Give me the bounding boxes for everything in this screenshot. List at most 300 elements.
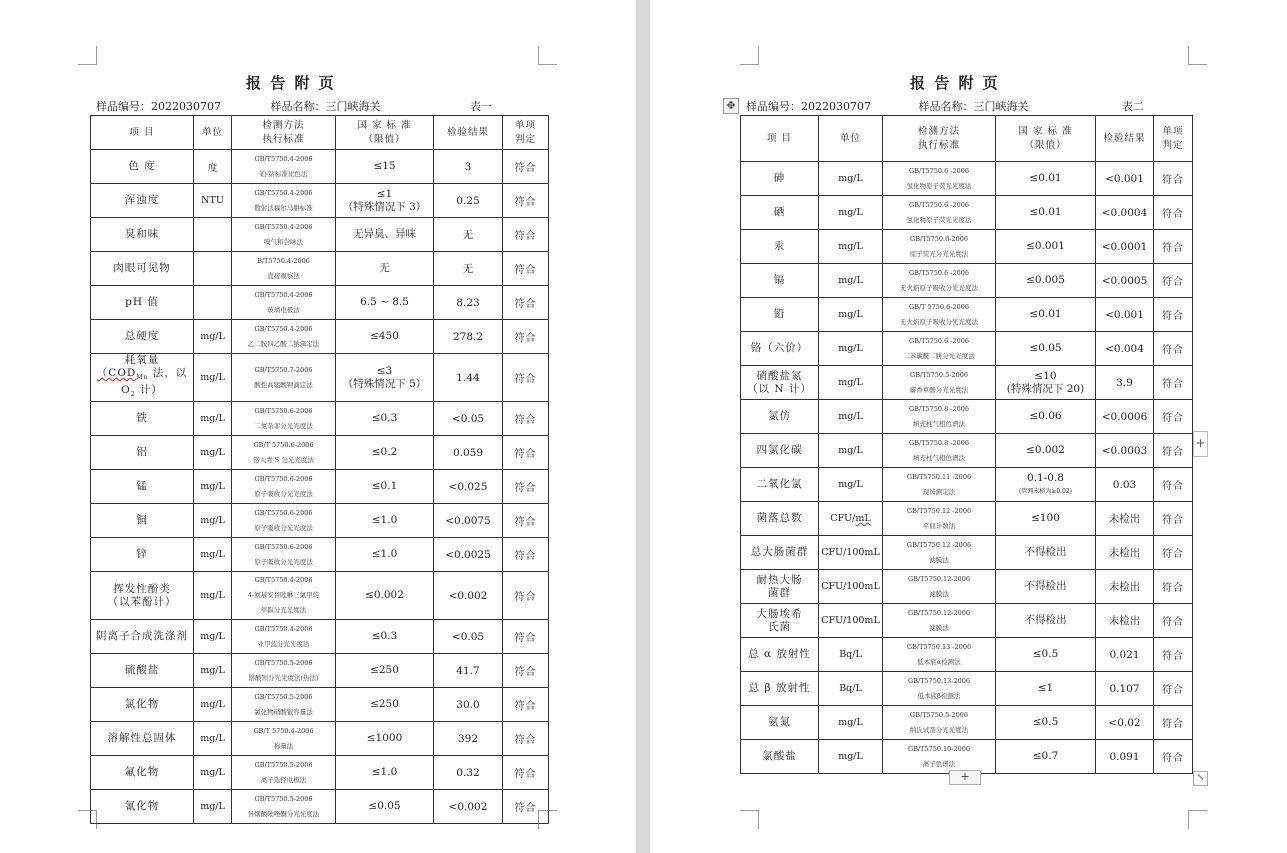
unit-cell: mg/L [194, 504, 232, 538]
judgement-cell: 符合 [503, 470, 549, 504]
method-cell [232, 218, 336, 252]
unit-cell: mg/L [194, 722, 232, 756]
result-cell: 30.0 [434, 688, 503, 722]
header-method: 检测方法 执行标准 [883, 116, 996, 162]
result-cell: 未检出 [1096, 604, 1154, 638]
item-name: 铁 [136, 412, 148, 425]
method-cell [232, 572, 336, 620]
item-name: 铅 [773, 308, 786, 320]
method-name: 氯化物硝酸银容量法 [254, 707, 313, 716]
judgement-cell: 符合 [503, 722, 549, 756]
item-name: 大肠埃希 [756, 607, 803, 620]
result-cell: <0.0025 [434, 538, 503, 572]
table-row [91, 470, 549, 504]
result-cell: 0.021 [1096, 638, 1154, 672]
result-cell: 278.2 [434, 320, 503, 354]
result-cell: 0.107 [1096, 672, 1154, 706]
result-cell: <0.0001 [1096, 230, 1154, 264]
method-name: 麝香草酚分光光度法 [909, 385, 969, 394]
table-row [91, 320, 549, 354]
method-cell [883, 468, 996, 502]
item-name-cell [741, 434, 819, 468]
method-standard: GB/T5750.11 -2006 [906, 472, 972, 481]
standard-cell [336, 470, 434, 504]
method-name: 离子选择电极法 [260, 775, 307, 784]
method-name: 二苯碳酰二肼分光光度法 [903, 351, 975, 360]
report-title: 报 告 附 页 [910, 74, 1000, 92]
unit-cell: Bq/L [819, 638, 883, 672]
method-standard: GB/T5750.4-2006 [254, 624, 313, 633]
item-name: 铝 [136, 446, 148, 459]
item-name: 溶解性总固体 [107, 732, 177, 745]
item-name-cell [91, 470, 194, 504]
method-name: 原子吸收分光光度法 [254, 557, 313, 566]
sample-no-label: 样品编号： [96, 100, 151, 113]
standard-limit: 6.5 ~ 8.5 [360, 296, 409, 308]
item-name: 耐热大肠 [756, 573, 803, 586]
item-name-cell [741, 298, 819, 332]
table-row [741, 400, 1193, 434]
table-row [91, 688, 549, 722]
result-cell: 3 [434, 150, 503, 184]
item-name: 臭和味 [124, 228, 160, 240]
standard-cell [336, 184, 434, 218]
item-name-cell [741, 706, 819, 740]
table-row [91, 654, 549, 688]
unit-cell: mg/L [819, 230, 883, 264]
method-standard: GB/T5750.8 -2006 [908, 438, 970, 447]
standard-limit: ≤0.3 [371, 630, 398, 643]
method-cell [883, 604, 996, 638]
result-cell: 3.9 [1096, 366, 1154, 400]
table-row [741, 672, 1193, 706]
table-row [91, 402, 549, 436]
table-row [741, 740, 1193, 774]
sample-no: 2022030707 [151, 100, 221, 113]
item-name-cell [741, 570, 819, 604]
method-standard: GB/T5750.5-2006 [254, 692, 313, 701]
judgement-cell: 符合 [1154, 706, 1193, 740]
judgement-cell: 符合 [503, 402, 549, 436]
result-cell: 未检出 [1096, 536, 1154, 570]
item-name-cell [91, 504, 194, 538]
unit-cell: mg/L [194, 320, 232, 354]
item-name-cell [91, 722, 194, 756]
standard-cell [996, 434, 1096, 468]
item-name-cell [91, 620, 194, 654]
method-standard: GB/T5750.6-2006 [254, 406, 313, 415]
item-name-line2: （以苯酚计） [107, 595, 177, 608]
standard-cell [996, 230, 1096, 264]
table-row [741, 604, 1193, 638]
judgement-cell: 符合 [1154, 740, 1193, 774]
standard-cell [336, 504, 434, 538]
item-name: 氯仿 [768, 410, 791, 422]
item-name: 铜 [136, 514, 148, 527]
method-standard: GB/T5750.6 -2006 [908, 166, 970, 175]
standard-limit: 不得检出 [1024, 546, 1067, 558]
unit-cell: mg/L [819, 196, 883, 230]
table-row [741, 570, 1193, 604]
result-cell: <0.001 [1096, 162, 1154, 196]
unit-cell: CFU/mL [819, 502, 883, 536]
result-cell: 无 [434, 218, 503, 252]
judgement-cell: 符合 [1154, 672, 1193, 706]
method-cell [883, 536, 996, 570]
method-cell [883, 298, 996, 332]
method-standard: GB/T5750.4-2006 [254, 290, 313, 299]
item-name: 氟化物 [124, 766, 160, 779]
unit-cell: 度 [194, 150, 232, 184]
standard-cell [336, 790, 434, 824]
unit-cell: Bq/L [819, 672, 883, 706]
table-row [741, 706, 1193, 740]
method-cell [232, 504, 336, 538]
standard-cell [336, 572, 434, 620]
item-name-cell [741, 604, 819, 638]
header-standard: 国 家 标 准 （限值） [336, 116, 434, 150]
result-cell: <0.05 [434, 402, 503, 436]
table-move-handle[interactable]: ✥ [723, 98, 739, 114]
judgement-cell: 符合 [503, 756, 549, 790]
method-standard: GB/T 5750.6-2006 [908, 302, 970, 311]
table-header [741, 116, 1193, 162]
table-row [91, 572, 549, 620]
method-standard: GB/T5750.13-2006 [907, 676, 971, 685]
method-name: 滤膜法 [929, 589, 949, 598]
result-cell: <0.025 [434, 470, 503, 504]
unit-cell: mg/L [194, 572, 232, 620]
judgement-cell: 符合 [1154, 162, 1193, 196]
standard-limit: ≤450 [370, 330, 399, 342]
item-name-cell [91, 218, 194, 252]
item-name: 氨氮 [768, 716, 791, 728]
item-name: 汞 [773, 240, 786, 252]
standard-cell [996, 570, 1096, 604]
standard-note: (特殊情况下 20) [1006, 382, 1085, 395]
method-standard: GB/T5750.4-2006 [254, 188, 313, 197]
table-row [741, 298, 1193, 332]
method-name: 滤膜法 [929, 555, 949, 564]
method-cell [883, 502, 996, 536]
standard-cell [996, 502, 1096, 536]
item-name: pH 值 [125, 296, 159, 308]
item-name: 肉眼可见物 [113, 262, 171, 274]
method-name: 铂-钴标准比色法 [259, 169, 308, 178]
standard-limit: ≤1 [1037, 682, 1054, 694]
item-name: 四氯化碳 [756, 444, 803, 456]
item-name: 氯化物 [124, 698, 160, 711]
method-name: 平皿计数法 [922, 521, 956, 530]
result-cell: 0.059 [434, 436, 503, 470]
judgement-cell: 符合 [1154, 298, 1193, 332]
result-cell: <0.0004 [1096, 196, 1154, 230]
method-standard: GB/T5750.6-2006 [910, 234, 968, 243]
item-name-cell [91, 320, 194, 354]
standard-limit: ≤10 [1034, 369, 1057, 382]
sample-name: 三门峡海关 [325, 100, 381, 113]
method-cell [883, 672, 996, 706]
judgement-cell: 符合 [503, 354, 549, 402]
item-name: 铬（六价） [750, 342, 809, 354]
table-row [741, 434, 1193, 468]
standard-limit: 无异臭、异味 [353, 228, 416, 240]
table-row [91, 620, 549, 654]
table-header [91, 116, 549, 150]
item-name-cell [741, 162, 819, 196]
header-result: 检验结果 [434, 116, 503, 150]
table-resize-handle[interactable]: ⤡ [1193, 771, 1208, 786]
item-name-cell [91, 436, 194, 470]
item-name-cell [91, 252, 194, 286]
item-name-cell [741, 366, 819, 400]
standard-limit: ≤0.002 [365, 589, 404, 602]
standard-note: （特殊情况下 5） [342, 377, 427, 390]
standard-limit: ≤1.0 [371, 766, 398, 779]
margin-mark [740, 810, 759, 829]
method-name: 铬酸钡分光光度法(热法) [248, 673, 319, 682]
standard-limit: ≤0.2 [371, 446, 398, 459]
unit-cell: mg/L [819, 468, 883, 502]
table-row [91, 150, 549, 184]
result-cell: <0.0075 [434, 504, 503, 538]
table-row [741, 502, 1193, 536]
unit-cell: mg/L [194, 790, 232, 824]
standard-limit: ≤0.1 [371, 480, 398, 493]
standard-limit: ≤100 [1031, 512, 1060, 524]
method-name: 直接观察法 [267, 271, 300, 280]
method-name: 现场测定法 [922, 487, 956, 496]
table-row [741, 366, 1193, 400]
method-standard: GB/T5750.12 -2006 [906, 540, 972, 549]
method-name: 低本底α检测法 [917, 657, 961, 666]
result-cell: <0.0006 [1096, 400, 1154, 434]
table-row [91, 538, 549, 572]
page-right [650, 0, 1287, 853]
method-cell [883, 434, 996, 468]
standard-limit: ≤0.7 [1032, 750, 1059, 762]
result-cell: 未检出 [1096, 570, 1154, 604]
method-standard: GB/T5750.10-2006 [907, 744, 971, 753]
result-cell: <0.001 [1096, 298, 1154, 332]
standard-cell [996, 298, 1096, 332]
method-standard: GB/T5750.7-2006 [254, 365, 313, 374]
judgement-cell: 符合 [503, 538, 549, 572]
item-name-cell [741, 230, 819, 264]
header-unit: 单位 [819, 116, 883, 162]
unit-cell [194, 286, 232, 320]
method-cell [883, 366, 996, 400]
table-row [741, 230, 1193, 264]
judgement-cell: 符合 [503, 218, 549, 252]
result-cell: 0.091 [1096, 740, 1154, 774]
judgement-cell: 符合 [503, 688, 549, 722]
method-standard: GB/T5750.4-2006 [254, 154, 313, 163]
item-name-cell [741, 196, 819, 230]
table-row [741, 332, 1193, 366]
cod-note: （$COD_{Mn}$ 法，以 $O_2$ 计） [96, 367, 188, 399]
method-standard: GB/T5750.6-2006 [254, 542, 313, 551]
method-name: 嗅气和尝味法 [264, 237, 303, 246]
margin-mark [538, 46, 557, 65]
item-name-cell [91, 538, 194, 572]
judgement-cell: 符合 [503, 252, 549, 286]
report-table-2 [740, 115, 1193, 774]
result-cell: 392 [434, 722, 503, 756]
margin-mark [1188, 46, 1207, 65]
item-name: 硒 [773, 206, 786, 218]
report-title: 报 告 附 页 [246, 74, 336, 92]
standard-cell [996, 740, 1096, 774]
item-name-cell [741, 468, 819, 502]
item-name-line2: 氏菌 [768, 620, 791, 633]
margin-mark [78, 46, 97, 65]
result-cell: 未检出 [1096, 502, 1154, 536]
judgement-cell: 符合 [1154, 400, 1193, 434]
add-row-button[interactable]: + [949, 770, 981, 785]
judgement-cell: 符合 [503, 286, 549, 320]
item-name-line2: （以 N 计） [747, 382, 812, 395]
method-standard: GB/T5750.5-2006 [254, 760, 313, 769]
standard-limit: ≤0.002 [1026, 444, 1065, 456]
item-name: 硫酸盐 [124, 664, 160, 677]
method-cell [232, 688, 336, 722]
unit-cell: mg/L [819, 434, 883, 468]
method-name: 纳氏试剂分光光度法 [909, 725, 969, 734]
method-standard: GB/T 5750.4-2006 [253, 726, 314, 735]
method-standard: GB/T5750.12-2006 [907, 574, 971, 583]
standard-cell [336, 688, 434, 722]
page-left [0, 0, 636, 853]
method-name: 二氮杂菲分光光度法 [254, 421, 313, 430]
judgement-cell: 符合 [1154, 264, 1193, 298]
standard-limit: ≤0.5 [1032, 648, 1059, 660]
judgement-cell: 符合 [1154, 604, 1193, 638]
standard-cell [996, 468, 1096, 502]
item-name: 氰化物 [124, 800, 160, 813]
result-cell: 0.25 [434, 184, 503, 218]
method-name: 铬天青 S 分光光度法 [253, 455, 314, 464]
unit-cell: CFU/100mL [819, 536, 883, 570]
method-standard: GB/T5750.4-2006 [254, 576, 313, 585]
item-name-cell [91, 150, 194, 184]
method-standard: GB/T5750.5-2006 [910, 370, 968, 379]
header-judge: 单项 判定 [1154, 116, 1193, 162]
method-cell [232, 654, 336, 688]
result-cell: <0.0005 [1096, 264, 1154, 298]
method-standard: GB/T5750.6-2006 [254, 474, 313, 483]
header-unit: 单位 [194, 116, 232, 150]
result-cell: 8.23 [434, 286, 503, 320]
unit-cell: mg/L [819, 162, 883, 196]
standard-limit: ≤250 [370, 698, 399, 711]
standard-limit: ≤0.001 [1026, 240, 1065, 252]
header-judge: 单项 判定 [503, 116, 549, 150]
method-standard: GB/T5750.6-2006 [254, 508, 313, 517]
standard-cell [336, 436, 434, 470]
unit-cell: mg/L [819, 740, 883, 774]
judgement-cell: 符合 [503, 320, 549, 354]
unit-cell: mg/L [194, 688, 232, 722]
item-name: 镉 [773, 274, 786, 286]
method-name: 4-氨基安替吡啉三氯甲烷 [247, 591, 320, 600]
unit-cell: mg/L [819, 400, 883, 434]
standard-note: (管网末梢为≥0.02) [1018, 487, 1073, 495]
method-standard: GB/T5750.6 -2006 [908, 336, 970, 345]
table-row [741, 162, 1193, 196]
standard-cell [336, 320, 434, 354]
method-standard: GB/T5750.5-2006 [254, 658, 313, 667]
method-name: 低本底β检测法 [917, 691, 961, 700]
method-cell [883, 570, 996, 604]
item-name-cell [741, 536, 819, 570]
unit-cell: mg/L [194, 402, 232, 436]
standard-cell [336, 538, 434, 572]
item-name-cell [741, 400, 819, 434]
sample-info [96, 98, 492, 114]
standard-cell [996, 706, 1096, 740]
standard-cell [996, 536, 1096, 570]
table-row [91, 756, 549, 790]
method-cell [232, 620, 336, 654]
standard-limit: ≤0.05 [1029, 342, 1062, 354]
table-row [91, 184, 549, 218]
table-label: 表一 [470, 100, 492, 113]
standard-limit: ≤1.0 [371, 548, 398, 561]
item-name: 浑浊度 [124, 194, 160, 206]
result-cell: 无 [434, 252, 503, 286]
unit-cell: NTU [194, 184, 232, 218]
method-cell [883, 162, 996, 196]
standard-limit: 0.1-0.8 [1027, 471, 1064, 484]
standard-limit: ≤0.01 [1029, 172, 1062, 184]
unit-cell: mg/L [194, 654, 232, 688]
method-name: 酸性高锰酸钾滴定法 [254, 380, 313, 389]
table-row [91, 722, 549, 756]
judgement-cell: 符合 [1154, 468, 1193, 502]
item-name-cell [91, 572, 194, 620]
item-name: 总 α 放射性 [748, 648, 811, 660]
standard-cell [996, 264, 1096, 298]
result-cell: 41.7 [434, 654, 503, 688]
item-name-cell [741, 502, 819, 536]
item-name: 总 β 放射性 [748, 682, 811, 694]
method-standard: GB/T 5750.6-2006 [253, 440, 314, 449]
unit-cell: mg/L [194, 620, 232, 654]
method-cell [232, 756, 336, 790]
table-row [91, 252, 549, 286]
item-name-cell [91, 184, 194, 218]
margin-mark [740, 46, 759, 65]
judgement-cell: 符合 [503, 654, 549, 688]
item-name-cell [741, 672, 819, 706]
item-name: 砷 [773, 172, 786, 184]
item-name-cell [91, 286, 194, 320]
judgement-cell: 符合 [1154, 570, 1193, 604]
method-name: 原子荧光分光光度法 [909, 249, 969, 258]
add-column-button[interactable]: + [1193, 431, 1208, 457]
standard-cell [996, 604, 1096, 638]
header-item: 项 目 [741, 116, 819, 162]
standard-cell [336, 654, 434, 688]
standard-cell [996, 638, 1096, 672]
item-name: 阴离子合成洗涤剂 [96, 630, 188, 643]
result-cell: 0.32 [434, 756, 503, 790]
sample-no-label: 样品编号： [746, 100, 801, 113]
sample-info [746, 98, 1144, 114]
method-name: 乙二胺四乙酸二钠滴定法 [247, 339, 320, 348]
item-name-cell [741, 740, 819, 774]
